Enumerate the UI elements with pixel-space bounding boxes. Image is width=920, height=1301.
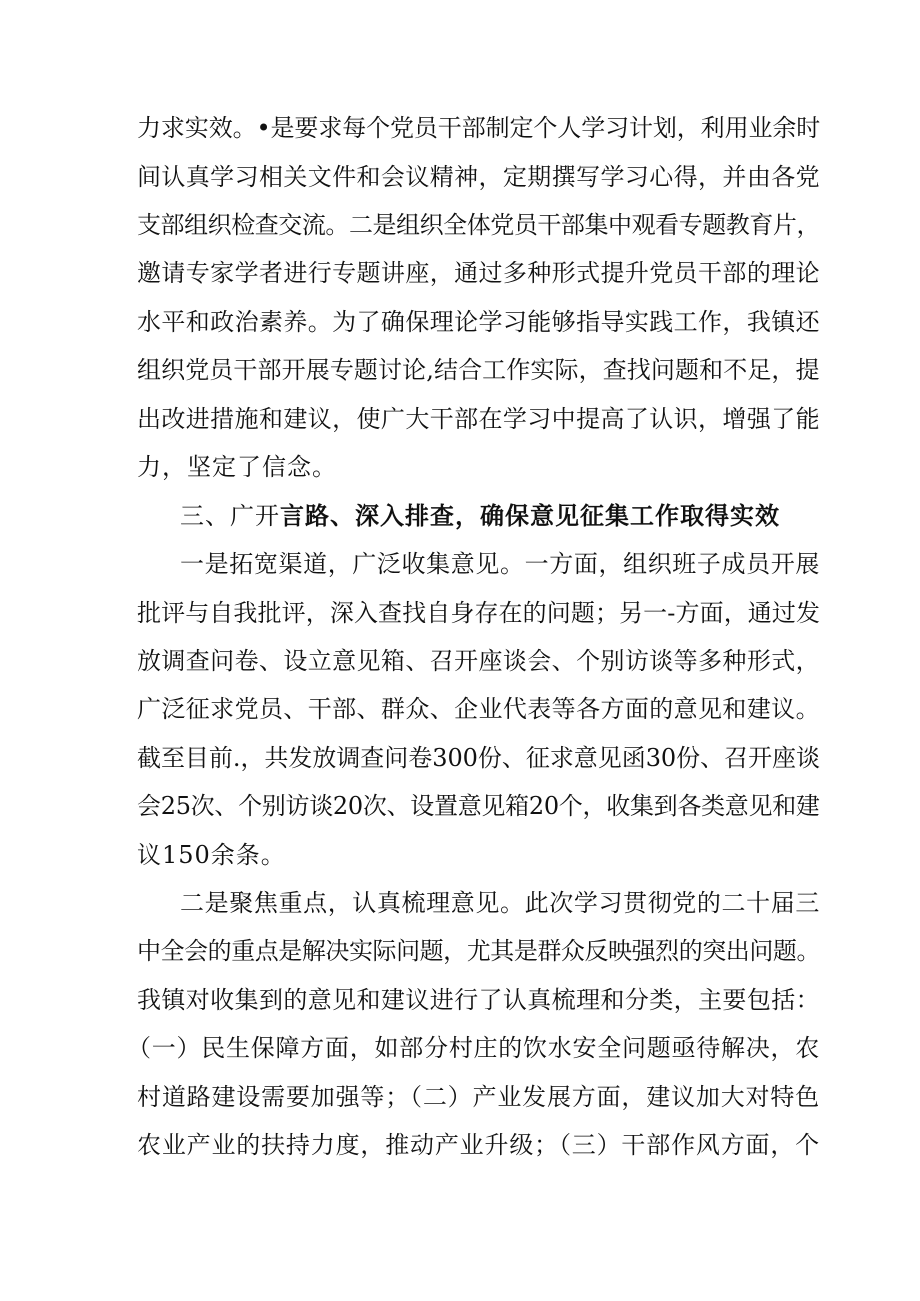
paragraph-2-line-5: 截至目前.，共发放调查问卷300份、征求意见函30份、召开座谈 [137,744,820,772]
paragraph-3-line-6: 农业产业的扶持力度，推动产业升级；（三）干部作风方面，个 [137,1131,820,1159]
section-heading-3 [180,501,780,531]
paragraph-1-line-2: 间认真学习相关文件和会议精神，定期撰写学习心得，并由各党 [137,163,820,191]
paragraph-3-line-1: 二是聚焦重点，认真梳理意见。此次学习贯彻党的二十届三 [180,889,820,917]
paragraph-1-line-7: 出改进措施和建议，使广大干部在学习中提高了认识，增强了能 [137,405,820,433]
paragraph-3-line-2: 中全会的重点是解决实际问题，尤其是群众反映强烈的突出问题。 [137,937,820,965]
paragraph-1-line-5: 水平和政治素养。为了确保理论学习能够指导实践工作，我镇还 [137,308,820,336]
paragraph-2-line-1: 一是拓宽渠道，广泛收集意见。一方面，组织班子成员开展 [180,550,820,578]
paragraph-2-line-7: 议150余条。 [137,841,286,869]
paragraph-3-line-3: 我镇对收集到的意见和建议进行了认真梳理和分类，主要包括： [137,986,820,1014]
paragraph-1-line-1: 力求实效。•是要求每个党员干部制定个人学习计划，利用业余时 [137,114,821,142]
paragraph-2-line-3: 放调查问卷、设立意见箱、召开座谈会、个别访谈等多种形式， [137,647,820,675]
paragraph-1-line-4: 邀请专家学者进行专题讲座，通过多种形式提升党员干部的理论 [137,259,820,287]
paragraph-1-line-3: 支部组织检查交流。二是组织全体党员干部集中观看专题教育片， [137,211,820,239]
paragraph-1-line-8: 力，坚定了信念。 [137,453,337,481]
paragraph-1-line-6: 组织党员干部开展专题讨论,结合工作实际，查找问题和不足，提 [137,356,820,384]
paragraph-2-line-6: 会25次、个别访谈20次、设置意见箱20个，收集到各类意见和建 [137,792,820,820]
section-heading-3-rest: 言路、深入排查，确保意见征集工作取得实效 [280,501,780,530]
paragraph-3-line-4: （一）民生保障方面，如部分村庄的饮水安全问题亟待解决，农 [127,1034,820,1062]
paragraph-2-line-2: 批评与自我批评，深入查找自身存在的问题；另一-方面，通过发 [137,599,821,627]
section-heading-3-prefix: 三、广开 [180,502,280,530]
paragraph-2-line-4: 广泛征求党员、干部、群众、企业代表等各方面的意见和建议。 [137,695,820,723]
paragraph-3-line-5: 村道路建设需要加强等；（二）产业发展方面，建议加大对特色 [137,1083,820,1111]
